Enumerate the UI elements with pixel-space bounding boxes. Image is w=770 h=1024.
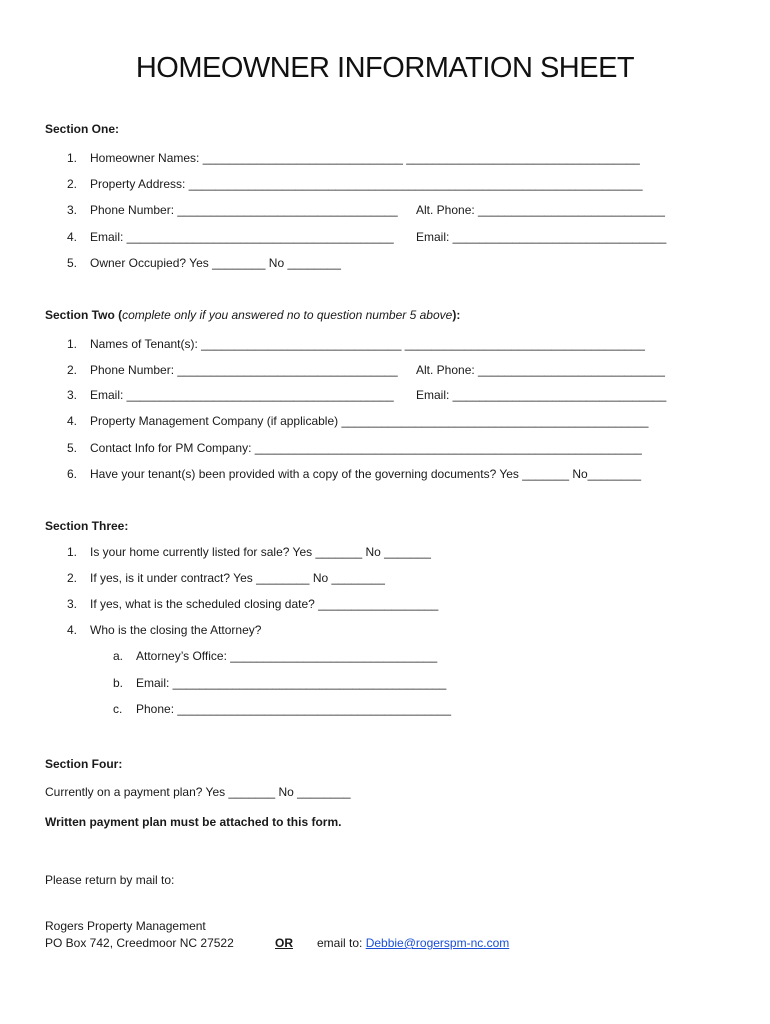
item-number: 1. [67, 337, 78, 351]
subitem-letter: c. [113, 702, 123, 716]
alt-phone-field[interactable]: Alt. Phone: ____________________________ [416, 203, 665, 217]
or-label: OR [275, 936, 293, 950]
section-three-heading: Section Three: [45, 519, 129, 533]
section-two-item-6 [67, 467, 641, 481]
return-prompt: Please return by mail to: [45, 873, 175, 887]
item-number: 2. [67, 177, 78, 191]
section-three-item-2 [67, 571, 385, 585]
attorney-email-item [113, 676, 446, 690]
section-two-item-2 [67, 363, 398, 377]
pm-contact-field[interactable]: Contact Info for PM Company: __________________________________________________________ [90, 441, 642, 455]
section-four-heading: Section Four: [45, 757, 123, 771]
item-number: 5. [67, 441, 78, 455]
attorney-office-field[interactable]: Attorney’s Office: _______________________________ [136, 649, 438, 663]
owner-occupied-field[interactable]: Owner Occupied? Yes ________ No ________ [90, 256, 341, 270]
section-one-item-1 [67, 151, 640, 165]
email-link[interactable]: Debbie@rogerspm-nc.com [365, 936, 510, 950]
section-two-item-1 [67, 337, 645, 351]
item-number: 1. [67, 151, 78, 165]
section-two-title-end: ): [452, 308, 461, 322]
section-two-title: Section Two ( [45, 308, 123, 322]
item-number: 5. [67, 256, 78, 270]
attorney-office-item [113, 649, 437, 663]
section-one-item-4 [67, 230, 394, 244]
item-number: 2. [67, 363, 78, 377]
homeowner-names-field[interactable]: Homeowner Names: ______________________________ ___________________________________ [90, 151, 640, 165]
item-number: 3. [67, 388, 78, 402]
item-number: 6. [67, 467, 78, 481]
item-number: 4. [67, 230, 78, 244]
item-number: 3. [67, 597, 78, 611]
page-title: HOMEOWNER INFORMATION SHEET [135, 52, 635, 84]
section-two-heading [45, 308, 460, 322]
attorney-email-field[interactable]: Email: _________________________________________ [136, 676, 447, 690]
company-name: Rogers Property Management [45, 919, 206, 933]
listed-for-sale-field[interactable]: Is your home currently listed for sale? Yes _______ No _______ [90, 545, 431, 559]
section-one-item-3 [67, 203, 398, 217]
section-one-item-2 [67, 177, 643, 191]
item-number: 4. [67, 414, 78, 428]
section-three-item-1 [67, 545, 431, 559]
section-three-item-3 [67, 597, 438, 611]
tenant-email-field-2[interactable]: Email: ________________________________ [416, 388, 667, 402]
closing-date-field[interactable]: If yes, what is the scheduled closing date? __________________ [90, 597, 439, 611]
item-number: 1. [67, 545, 78, 559]
section-two-item-3 [67, 388, 394, 402]
tenant-email-field[interactable]: Email: ________________________________________ [90, 388, 394, 402]
email-field[interactable]: Email: ________________________________________ [90, 230, 394, 244]
under-contract-field[interactable]: If yes, is it under contract? Yes ________ No ________ [90, 571, 385, 585]
attorney-phone-field[interactable]: Phone: _________________________________________ [136, 702, 451, 716]
item-number: 3. [67, 203, 78, 217]
pm-company-field[interactable]: Property Management Company (if applicable) ______________________________________________ [90, 414, 649, 428]
payment-plan-note: Written payment plan must be attached to this form. [45, 815, 342, 829]
tenant-names-field[interactable]: Names of Tenant(s): ______________________________ ____________________________________ [90, 337, 645, 351]
section-two-item-5 [67, 441, 642, 455]
subitem-letter: b. [113, 676, 124, 690]
governing-documents-field[interactable]: Have your tenant(s) been provided with a copy of the governing documents? Yes _______ No________ [90, 467, 642, 481]
section-two-item-4 [67, 414, 648, 428]
tenant-alt-phone-field[interactable]: Alt. Phone: ____________________________ [416, 363, 665, 377]
phone-number-field[interactable]: Phone Number: _________________________________ [90, 203, 398, 217]
mailing-address: PO Box 742, Creedmoor NC 27522 [45, 936, 234, 950]
item-number: 4. [67, 623, 78, 637]
tenant-phone-field[interactable]: Phone Number: _________________________________ [90, 363, 398, 377]
section-one-heading: Section One: [45, 122, 120, 136]
section-two-note: complete only if you answered no to question number 5 above [122, 308, 453, 322]
attorney-phone-item [113, 702, 451, 716]
payment-plan-field[interactable]: Currently on a payment plan? Yes _______ No ________ [45, 785, 351, 799]
email-field-2[interactable]: Email: ________________________________ [416, 230, 667, 244]
closing-attorney-label: Who is the closing the Attorney? [90, 623, 262, 637]
subitem-letter: a. [113, 649, 124, 663]
email-to-line [317, 936, 509, 950]
item-number: 2. [67, 571, 78, 585]
property-address-field[interactable]: Property Address: ____________________________________________________________________ [90, 177, 643, 191]
email-to-label: email to: [317, 936, 366, 950]
section-one-item-5 [67, 256, 341, 270]
section-three-item-4 [67, 623, 261, 637]
